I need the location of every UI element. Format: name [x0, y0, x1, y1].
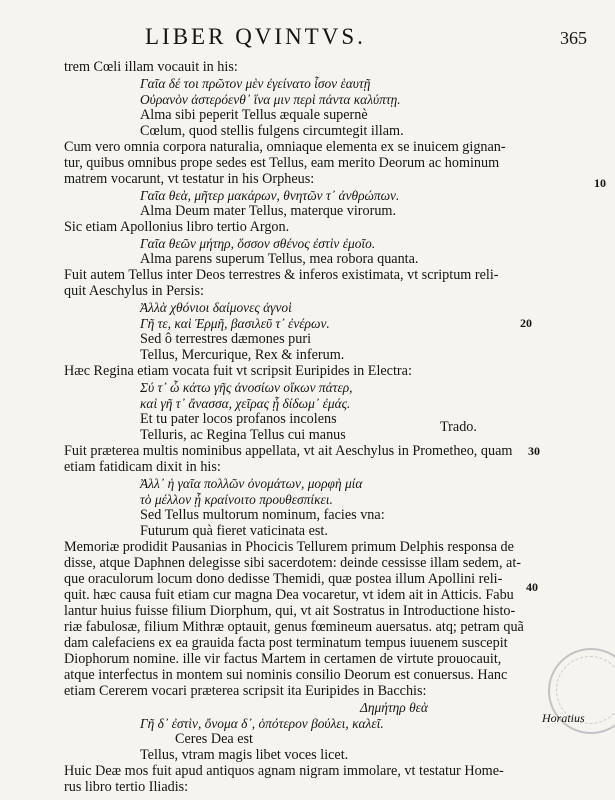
text-line: Sic etiam Apollonius libro tertio Argon.	[64, 219, 290, 235]
greek-verse-line: καὶ γῆ τ᾽ ἄνασσα, χεῖρας ᾗ δίδωμ᾽ ἐμάς.	[140, 396, 351, 411]
text-line: Memoriæ prodidit Pausanias in Phocicis Tellurem primum Delphis responsa de	[64, 539, 514, 555]
latin-verse-line: Alma Deum mater Tellus, materque virorum.	[140, 203, 397, 219]
text-line: disse, atque Daphnen delegisse sibi sacerdotem: deinde cessisse illam sedem, at-	[64, 555, 522, 571]
greek-verse-line: Ἀλλὰ χθόνιοι δαίμονες ἁγνοὶ	[140, 300, 292, 315]
text-line: Hæc Regina etiam vocata fuit vt scripsit Euripides in Electra:	[64, 363, 412, 379]
text-line: tur, quibus omnibus prope sedes est Tellus, eam merito Deorum ac hominum	[64, 155, 500, 171]
greek-verse-line: τὸ μέλλον ᾗ κραίνοιτο προυθεσπίκει.	[140, 492, 333, 507]
text-line: Cum vero omnia corpora naturalia, omniaque elementa ex se inuicem gignan-	[64, 139, 506, 155]
text-line: matrem vocarunt, vt testatur in his Orpheus:	[64, 171, 315, 187]
greek-verse-line: Σύ τ᾽ ὦ κάτω γῆς ἀνοσίων οἴκων πάτερ,	[140, 380, 353, 395]
greek-verse-line: Δημήτηρ θεὰ	[360, 700, 428, 715]
latin-verse-line: Tellus, vtram magis libet voces licet.	[140, 747, 349, 763]
latin-verse-line: Et tu pater locos profanos incolens	[140, 411, 337, 427]
text-line: riæ fabulosæ, filium Mithræ optauit, genus fœmineum auersatus. atq; petram quã	[64, 619, 524, 635]
text-line: atque interfectus in montem sui nominis consilio Deorum est conuersus. Hanc	[64, 667, 508, 683]
greek-verse-line: Γαῖα δέ τοι πρῶτον μὲν ἐγείνατο ἶσον ἑαυτῇ	[140, 76, 371, 91]
greek-verse-line: Γῆ δ᾽ ἐστὶν, ὄνομα δ᾽, ὁπότερον βούλει, καλεῖ.	[140, 716, 384, 731]
text-line: Fuit autem Tellus inter Deos terrestres & inferos existimata, vt scriptum reli-	[64, 267, 499, 283]
margin-line-number: 40	[526, 580, 538, 594]
catchword: Horatius	[542, 711, 585, 725]
text-line: trem Cœli illam vocauit in his:	[64, 59, 238, 75]
margin-line-number: 30	[528, 444, 540, 458]
text-line: lantur huius fuisse filium Diorphum, qui, vt ait Sostratus in Introductione histo-	[64, 603, 516, 619]
latin-verse-line: Cœlum, quod stellis fulgens circumtegit illam.	[140, 123, 404, 139]
text-line: quit Aeschylus in Persis:	[64, 283, 204, 299]
text-line: dam calefaciens ex ea grauida facta post terminatum tempus iuuenem suscepit	[64, 635, 508, 651]
greek-verse-line: Οὐρανὸν ἀστερόενθ᾽ ἵνα μιν περὶ πάντα καλύπτῃ.	[140, 92, 401, 107]
text-line: etiam Cererem vocari præterea scripsit ita Euripides in Bacchis:	[64, 683, 427, 699]
latin-verse-line: Telluris, ac Regina Tellus cui manus	[140, 427, 346, 443]
text-line: Fuit præterea multis nominibus appellata, vt ait Aeschylus in Prometheo, quam	[64, 443, 513, 459]
latin-verse-line: Ceres Dea est	[175, 731, 253, 747]
text-line: Diophorum nomine. ille vir factus Martem in certamen de virtute prouocauit,	[64, 651, 502, 667]
latin-verse-line: Alma sibi peperit Tellus æquale supernè	[140, 107, 368, 123]
latin-verse-line: Trado.	[440, 419, 477, 435]
text-line: rus libro tertio Iliadis:	[64, 779, 189, 795]
latin-verse-line: Futurum quà fieret vaticinata est.	[140, 523, 328, 539]
latin-verse-line: Alma parens superum Tellus, mea robora quanta.	[140, 251, 419, 267]
margin-line-number: 20	[520, 316, 532, 330]
page-number: 365	[560, 28, 587, 48]
text-line: quit. hæc causa fuit etiam cur magna Dea vocaretur, vt idem ait in Atticis. Fabu	[64, 587, 514, 603]
margin-line-number: 10	[594, 176, 606, 190]
text-line: etiam fatidicam dixit in his:	[64, 459, 221, 475]
latin-verse-line: Sed ô terrestres dæmones puri	[140, 331, 312, 347]
running-header: LIBER QVINTVS.	[145, 24, 366, 49]
greek-verse-line: Γαῖα θεῶν μήτηρ, ὅσσον σθένος ἐστὶν ἐμοῖο.	[140, 236, 376, 251]
latin-verse-line: Sed Tellus multorum nominum, facies vna:	[140, 507, 385, 523]
latin-verse-line: Tellus, Mercurique, Rex & inferum.	[140, 347, 345, 363]
greek-verse-line: Γαῖα θεὰ, μῆτερ μακάρων, θνητῶν τ᾽ ἀνθρώπων.	[140, 188, 400, 203]
text-line: que oraculorum locum dono dedisse Themidi, quæ postea illum Apollini reli-	[64, 571, 503, 587]
greek-verse-line: Ἀλλ᾽ ἡ γαῖα πολλῶν ὀνομάτων, μορφὴ μία	[140, 476, 363, 491]
greek-verse-line: Γῆ τε, καὶ Ἑρμῆ, βασιλεῦ τ᾽ ἐνέρων.	[140, 316, 330, 331]
text-line: Huic Deæ mos fuit apud antiquos agnam nigram immolare, vt testatur Home-	[64, 763, 504, 779]
